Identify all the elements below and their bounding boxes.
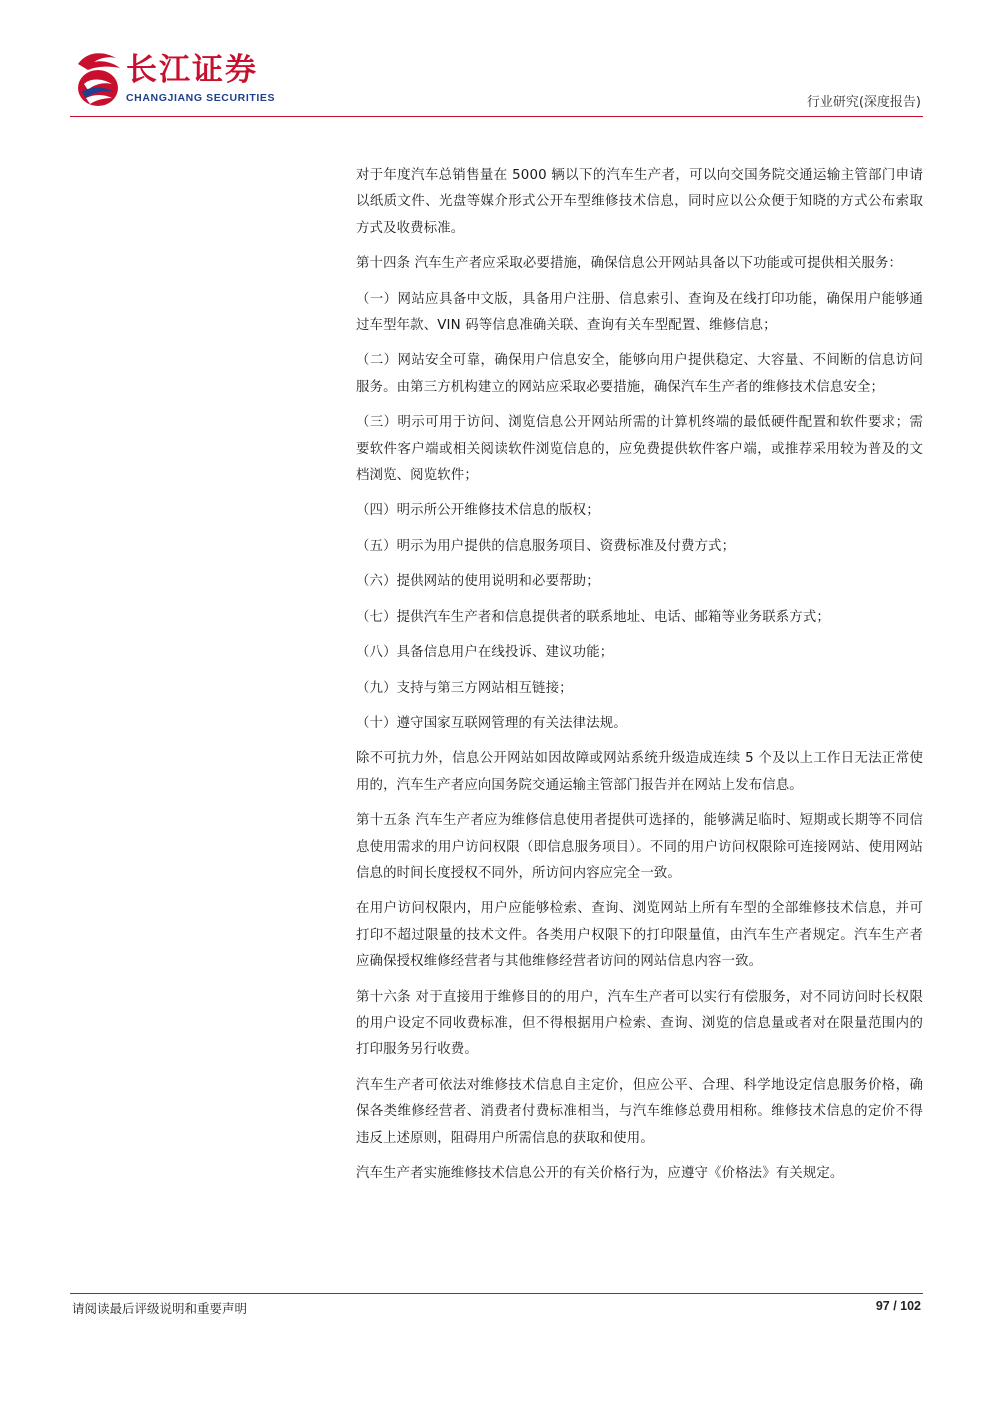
paragraph: （七）提供汽车生产者和信息提供者的联系地址、电话、邮箱等业务联系方式；: [356, 609, 830, 625]
company-logo: [72, 48, 312, 110]
report-section-label: 行业研究(深度报告): [806, 95, 921, 110]
paragraph: （八）具备信息用户在线投诉、建议功能；: [356, 645, 614, 661]
logo-chinese-name: 长江证券: [126, 52, 258, 88]
paragraph: 除不可抗力外，信息公开网站如因故障或网站系统升级造成连续 5 个及以上工作日无法正常使用的，汽车生产者应向国务院交通运输主管部门报告并在网站上发布信息。: [356, 751, 923, 793]
paragraph: （九）支持与第三方网站相互链接；: [356, 680, 573, 696]
paragraph: （二）网站安全可靠，确保用户信息安全，能够向用户提供稳定、大容量、不间断的信息访问服务。由第三方机构建立的网站应采取必要措施，确保汽车生产者的维修技术信息安全；: [356, 353, 923, 395]
paragraph: 汽车生产者可依法对维修技术信息自主定价，但应公平、合理、科学地设定信息服务价格，确保各类维修经营者、消费者付费标准相当，与汽车维修总费用相称。维修技术信息的定价不得违反上述原则，阻碍用户所需信息的获取和使用。: [356, 1077, 923, 1146]
paragraph: （六）提供网站的使用说明和必要帮助；: [356, 574, 600, 590]
paragraph: 第十六条 对于直接用于维修目的的用户，汽车生产者可以实行有偿服务，对不同访问时长权限的用户设定不同收费标准，但不得根据用户检索、查询、浏览的信息量或者对在限量范围内的打印服务另行收费。: [356, 989, 923, 1058]
logo-english-name: CHANGJIANG SECURITIES: [126, 92, 276, 104]
header-divider: [70, 116, 923, 117]
logo-emblem-icon: [72, 50, 124, 108]
paragraph: 汽车生产者实施维修技术信息公开的有关价格行为，应遵守《价格法》有关规定。: [356, 1166, 844, 1181]
paragraph: 第十四条 汽车生产者应采取必要措施，确保信息公开网站具备以下功能或可提供相关服务：: [356, 256, 903, 272]
paragraph: （三）明示可用于访问、浏览信息公开网站所需的计算机终端的最低硬件配置和软件要求；需要软件客户端或相关阅读软件浏览信息的，应免费提供软件客户端，或推荐采用较为普及的文档浏览、阅览软件；: [356, 415, 923, 484]
footer-disclaimer: 请阅读最后评级说明和重要声明: [72, 1301, 248, 1316]
footer-divider: [70, 1293, 923, 1294]
paragraph: 对于年度汽车总销售量在 5000 辆以下的汽车生产者，可以向交国务院交通运输主管部门申请以纸质文件、光盘等媒介形式公开车型维修技术信息，同时应以公众便于知晓的方式公布索取方式及收费标准。: [356, 168, 923, 236]
paragraph: （一）网站应具备中文版，具备用户注册、信息索引、查询及在线打印功能，确保用户能够通过车型年款、VIN 码等信息准确关联、查询有关车型配置、维修信息；: [356, 291, 923, 334]
paragraph: （五）明示为用户提供的信息服务项目、资费标准及付费方式；: [356, 538, 736, 554]
paragraph: （十）遵守国家互联网管理的有关法律法规。: [356, 715, 627, 731]
paragraph: 在用户访问权限内，用户应能够检索、查询、浏览网站上所有车型的全部维修技术信息，并可打印不超过限量的技术文件。各类用户权限下的打印限量值，由汽车生产者规定。汽车生产者应确保授权维修经营者与其他维修经营者访问的网站信息内容一致。: [356, 901, 923, 970]
paragraph: （四）明示所公开维修技术信息的版权；: [356, 503, 600, 519]
paragraph: 第十五条 汽车生产者应为维修信息使用者提供可选择的，能够满足临时、短期或长期等不同信息使用需求的用户访问权限（即信息服务项目）。不同的用户访问权限除可连接网站、使用网站信息的时间长度授权不同外，所访问内容应完全一致。: [356, 813, 923, 881]
page-number: 97 / 102: [875, 1299, 921, 1313]
document-body: [356, 163, 923, 1196]
